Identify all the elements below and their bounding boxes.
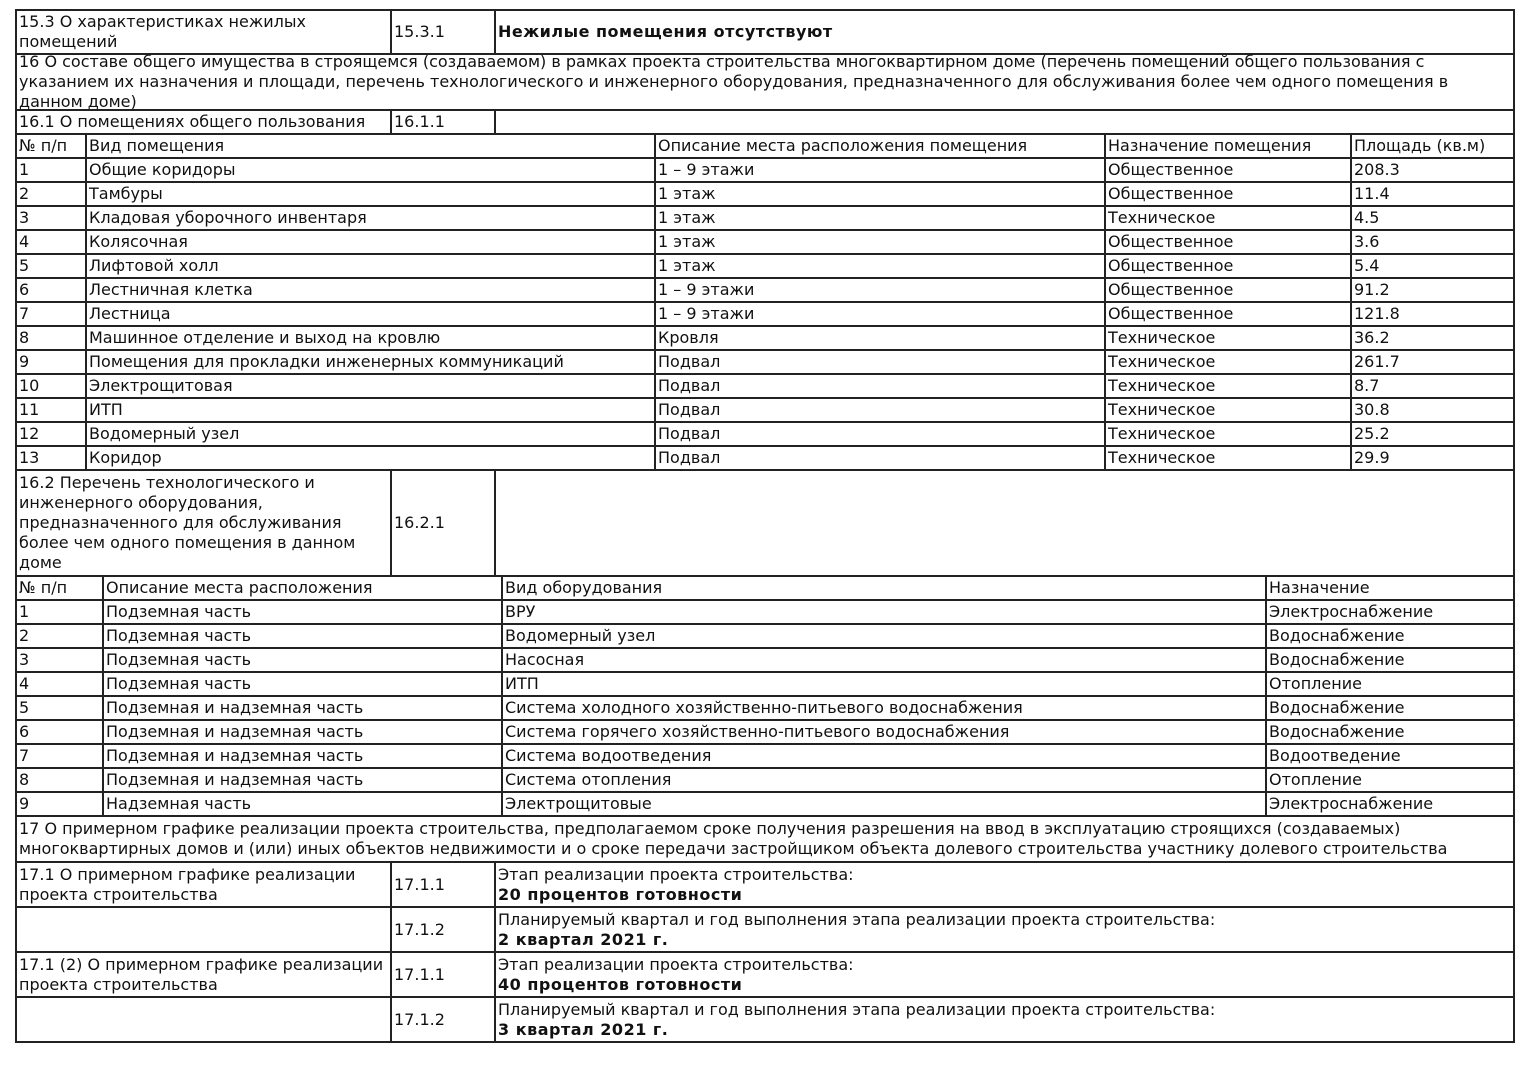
rooms-header-area: Площадь (кв.м) bbox=[1352, 135, 1515, 157]
room-name: Лестница bbox=[87, 303, 656, 325]
room-location: Подвал bbox=[656, 351, 1106, 373]
room-purpose: Техническое bbox=[1106, 207, 1352, 229]
room-location: Кровля bbox=[656, 327, 1106, 349]
declaration-document bbox=[15, 9, 1515, 1043]
table-row bbox=[17, 769, 1515, 793]
room-num: 1 bbox=[17, 159, 87, 181]
table-row bbox=[17, 673, 1515, 697]
room-area: 121.8 bbox=[1352, 303, 1515, 325]
equipment-header-kind: Вид оборудования bbox=[503, 577, 1267, 599]
section-17-1-stage-code: 17.1.1 bbox=[392, 863, 496, 906]
equipment-num: 2 bbox=[17, 625, 104, 647]
equipment-kind: Система водоотведения bbox=[503, 745, 1267, 767]
room-name: Лестничная клетка bbox=[87, 279, 656, 301]
table-row bbox=[17, 255, 1515, 279]
equipment-table-body bbox=[17, 601, 1515, 817]
room-num: 3 bbox=[17, 207, 87, 229]
table-row bbox=[17, 159, 1515, 183]
table-row bbox=[17, 793, 1515, 817]
section-16-1-label: 16.1 О помещениях общего пользования bbox=[17, 111, 392, 133]
section-17-row bbox=[17, 817, 1515, 863]
equipment-num: 6 bbox=[17, 721, 104, 743]
room-num: 9 bbox=[17, 351, 87, 373]
room-area: 25.2 bbox=[1352, 423, 1515, 445]
equipment-location: Подземная и надземная часть bbox=[104, 769, 503, 791]
section-16-1-code: 16.1.1 bbox=[392, 111, 496, 133]
section-16-1-value bbox=[496, 111, 1515, 133]
table-row bbox=[17, 207, 1515, 231]
room-area: 91.2 bbox=[1352, 279, 1515, 301]
room-num: 12 bbox=[17, 423, 87, 445]
section-15-3-row bbox=[17, 11, 1515, 55]
stage-value: 20 процентов готовности bbox=[498, 884, 743, 904]
room-location: Подвал bbox=[656, 375, 1106, 397]
room-num: 5 bbox=[17, 255, 87, 277]
section-17-1-2-quarter-value-cell bbox=[496, 998, 1515, 1041]
room-location: 1 этаж bbox=[656, 255, 1106, 277]
room-num: 8 bbox=[17, 327, 87, 349]
equipment-table-header bbox=[17, 577, 1515, 601]
room-location: 1 этаж bbox=[656, 231, 1106, 253]
section-17-1-2-stage-value-cell bbox=[496, 953, 1515, 996]
empty-label-cell bbox=[17, 908, 392, 951]
equipment-header-purpose: Назначение bbox=[1267, 577, 1515, 599]
room-name: Кладовая уборочного инвентаря bbox=[87, 207, 656, 229]
room-area: 36.2 bbox=[1352, 327, 1515, 349]
equipment-num: 3 bbox=[17, 649, 104, 671]
table-row bbox=[17, 231, 1515, 255]
room-area: 5.4 bbox=[1352, 255, 1515, 277]
room-purpose: Общественное bbox=[1106, 303, 1352, 325]
room-name: Лифтовой холл bbox=[87, 255, 656, 277]
table-row bbox=[17, 625, 1515, 649]
room-purpose: Общественное bbox=[1106, 255, 1352, 277]
room-location: 1 – 9 этажи bbox=[656, 159, 1106, 181]
room-name: Коридор bbox=[87, 447, 656, 469]
room-name: Машинное отделение и выход на кровлю bbox=[87, 327, 656, 349]
section-17-1-2-quarter-code: 17.1.2 bbox=[392, 998, 496, 1041]
section-16-2-value bbox=[496, 471, 1515, 575]
section-17-1-stage-row bbox=[17, 863, 1515, 908]
table-row bbox=[17, 423, 1515, 447]
room-purpose: Общественное bbox=[1106, 231, 1352, 253]
room-location: 1 – 9 этажи bbox=[656, 279, 1106, 301]
table-row bbox=[17, 601, 1515, 625]
table-row bbox=[17, 447, 1515, 471]
equipment-location: Подземная и надземная часть bbox=[104, 697, 503, 719]
room-name: Водомерный узел bbox=[87, 423, 656, 445]
table-row bbox=[17, 279, 1515, 303]
equipment-purpose: Водоснабжение bbox=[1267, 721, 1515, 743]
stage-caption: Этап реализации проекта строительства: bbox=[498, 864, 854, 884]
empty-label-cell bbox=[17, 998, 392, 1041]
room-location: Подвал bbox=[656, 399, 1106, 421]
equipment-kind: Система горячего хозяйственно-питьевого водоснабжения bbox=[503, 721, 1267, 743]
stage-caption: Этап реализации проекта строительства: bbox=[498, 954, 854, 974]
room-purpose: Техническое bbox=[1106, 399, 1352, 421]
room-name: Помещения для прокладки инженерных коммуникаций bbox=[87, 351, 656, 373]
room-purpose: Техническое bbox=[1106, 423, 1352, 445]
equipment-header-location: Описание места расположения bbox=[104, 577, 503, 599]
section-17-1-2-quarter-row bbox=[17, 998, 1515, 1043]
stage-value: 40 процентов готовности bbox=[498, 974, 743, 994]
equipment-location: Подземная часть bbox=[104, 649, 503, 671]
section-17-1-quarter-row bbox=[17, 908, 1515, 953]
room-area: 30.8 bbox=[1352, 399, 1515, 421]
room-num: 13 bbox=[17, 447, 87, 469]
equipment-kind: ВРУ bbox=[503, 601, 1267, 623]
quarter-caption: Планируемый квартал и год выполнения этапа реализации проекта строительства: bbox=[498, 999, 1216, 1019]
room-num: 2 bbox=[17, 183, 87, 205]
room-location: Подвал bbox=[656, 423, 1106, 445]
rooms-header-name: Вид помещения bbox=[87, 135, 656, 157]
room-area: 261.7 bbox=[1352, 351, 1515, 373]
rooms-table-header bbox=[17, 135, 1515, 159]
room-purpose: Общественное bbox=[1106, 183, 1352, 205]
equipment-purpose: Отопление bbox=[1267, 673, 1515, 695]
room-num: 6 bbox=[17, 279, 87, 301]
quarter-caption: Планируемый квартал и год выполнения этапа реализации проекта строительства: bbox=[498, 909, 1216, 929]
room-purpose: Общественное bbox=[1106, 159, 1352, 181]
room-location: Подвал bbox=[656, 447, 1106, 469]
section-17-1-label: 17.1 О примерном графике реализации проекта строительства bbox=[17, 863, 392, 906]
room-name: Тамбуры bbox=[87, 183, 656, 205]
section-17-1-2-label: 17.1 (2) О примерном графике реализации проекта строительства bbox=[17, 953, 392, 996]
equipment-location: Подземная часть bbox=[104, 601, 503, 623]
room-area: 11.4 bbox=[1352, 183, 1515, 205]
equipment-location: Подземная и надземная часть bbox=[104, 745, 503, 767]
room-area: 3.6 bbox=[1352, 231, 1515, 253]
equipment-num: 7 bbox=[17, 745, 104, 767]
equipment-purpose: Водоснабжение bbox=[1267, 649, 1515, 671]
equipment-kind: Водомерный узел bbox=[503, 625, 1267, 647]
room-location: 1 этаж bbox=[656, 183, 1106, 205]
equipment-header-num: № п/п bbox=[17, 577, 104, 599]
section-16-1-row bbox=[17, 111, 1515, 135]
equipment-num: 5 bbox=[17, 697, 104, 719]
room-name: Колясочная bbox=[87, 231, 656, 253]
equipment-purpose: Отопление bbox=[1267, 769, 1515, 791]
room-purpose: Техническое bbox=[1106, 327, 1352, 349]
equipment-kind: Насосная bbox=[503, 649, 1267, 671]
section-16-row bbox=[17, 52, 1515, 111]
equipment-purpose: Электроснабжение bbox=[1267, 601, 1515, 623]
section-16-title: 16 О составе общего имущества в строящемся (создаваемом) в рамках проекта строительства многоквартирном доме (перечень помещений общего пользования с указанием их назначения и площади, перечень технологического и инженерного оборудования, предназначенного для обслуживания более чем одного помещения в данном доме) bbox=[17, 55, 1515, 109]
room-location: 1 этаж bbox=[656, 207, 1106, 229]
equipment-kind: Электрощитовые bbox=[503, 793, 1267, 815]
equipment-location: Подземная часть bbox=[104, 673, 503, 695]
table-row bbox=[17, 183, 1515, 207]
room-area: 29.9 bbox=[1352, 447, 1515, 469]
section-15-3-code: 15.3.1 bbox=[392, 11, 496, 53]
equipment-purpose: Водоснабжение bbox=[1267, 625, 1515, 647]
equipment-location: Надземная часть bbox=[104, 793, 503, 815]
room-purpose: Техническое bbox=[1106, 375, 1352, 397]
equipment-num: 8 bbox=[17, 769, 104, 791]
room-purpose: Техническое bbox=[1106, 447, 1352, 469]
equipment-kind: Система отопления bbox=[503, 769, 1267, 791]
section-17-1-quarter-value-cell bbox=[496, 908, 1515, 951]
equipment-location: Подземная и надземная часть bbox=[104, 721, 503, 743]
equipment-purpose: Водоснабжение bbox=[1267, 697, 1515, 719]
room-name: Общие коридоры bbox=[87, 159, 656, 181]
room-area: 4.5 bbox=[1352, 207, 1515, 229]
table-row bbox=[17, 721, 1515, 745]
quarter-value: 2 квартал 2021 г. bbox=[498, 929, 669, 949]
section-17-1-stage-value-cell bbox=[496, 863, 1515, 906]
equipment-purpose: Электроснабжение bbox=[1267, 793, 1515, 815]
room-num: 11 bbox=[17, 399, 87, 421]
section-16-2-label: 16.2 Перечень технологического и инженерного оборудования, предназначенного для обслуживания более чем одного помещения в данном доме bbox=[17, 471, 392, 575]
rooms-table-body bbox=[17, 159, 1515, 471]
equipment-purpose: Водоотведение bbox=[1267, 745, 1515, 767]
room-num: 4 bbox=[17, 231, 87, 253]
section-15-3-value: Нежилые помещения отсутствуют bbox=[496, 11, 1515, 53]
equipment-kind: ИТП bbox=[503, 673, 1267, 695]
section-16-2-code: 16.2.1 bbox=[392, 471, 496, 575]
section-17-1-quarter-code: 17.1.2 bbox=[392, 908, 496, 951]
room-num: 10 bbox=[17, 375, 87, 397]
room-num: 7 bbox=[17, 303, 87, 325]
equipment-kind: Система холодного хозяйственно-питьевого водоснабжения bbox=[503, 697, 1267, 719]
table-row bbox=[17, 399, 1515, 423]
room-name: Электрощитовая bbox=[87, 375, 656, 397]
section-17-1-2-stage-code: 17.1.1 bbox=[392, 953, 496, 996]
table-row bbox=[17, 697, 1515, 721]
section-17-title: 17 О примерном графике реализации проекта строительства, предполагаемом сроке получения разрешения на ввод в эксплуатацию строящихся (создаваемых) многоквартирных домов и (или) иных объектов недвижимости и о сроке передачи застройщиком объекта долевого строительства участнику долевого строительства bbox=[17, 817, 1515, 861]
equipment-num: 9 bbox=[17, 793, 104, 815]
table-row bbox=[17, 303, 1515, 327]
table-row bbox=[17, 745, 1515, 769]
table-row bbox=[17, 351, 1515, 375]
room-purpose: Техническое bbox=[1106, 351, 1352, 373]
section-17-1-2-stage-row bbox=[17, 953, 1515, 998]
rooms-header-location: Описание места расположения помещения bbox=[656, 135, 1106, 157]
quarter-value: 3 квартал 2021 г. bbox=[498, 1019, 669, 1039]
rooms-header-num: № п/п bbox=[17, 135, 87, 157]
room-area: 8.7 bbox=[1352, 375, 1515, 397]
room-name: ИТП bbox=[87, 399, 656, 421]
table-row bbox=[17, 375, 1515, 399]
room-area: 208.3 bbox=[1352, 159, 1515, 181]
section-15-3-label: 15.3 О характеристиках нежилых помещений bbox=[17, 11, 392, 53]
equipment-num: 4 bbox=[17, 673, 104, 695]
table-row bbox=[17, 327, 1515, 351]
section-16-2-row bbox=[17, 471, 1515, 577]
equipment-location: Подземная часть bbox=[104, 625, 503, 647]
table-row bbox=[17, 649, 1515, 673]
rooms-header-purpose: Назначение помещения bbox=[1106, 135, 1352, 157]
room-location: 1 – 9 этажи bbox=[656, 303, 1106, 325]
room-purpose: Общественное bbox=[1106, 279, 1352, 301]
equipment-num: 1 bbox=[17, 601, 104, 623]
